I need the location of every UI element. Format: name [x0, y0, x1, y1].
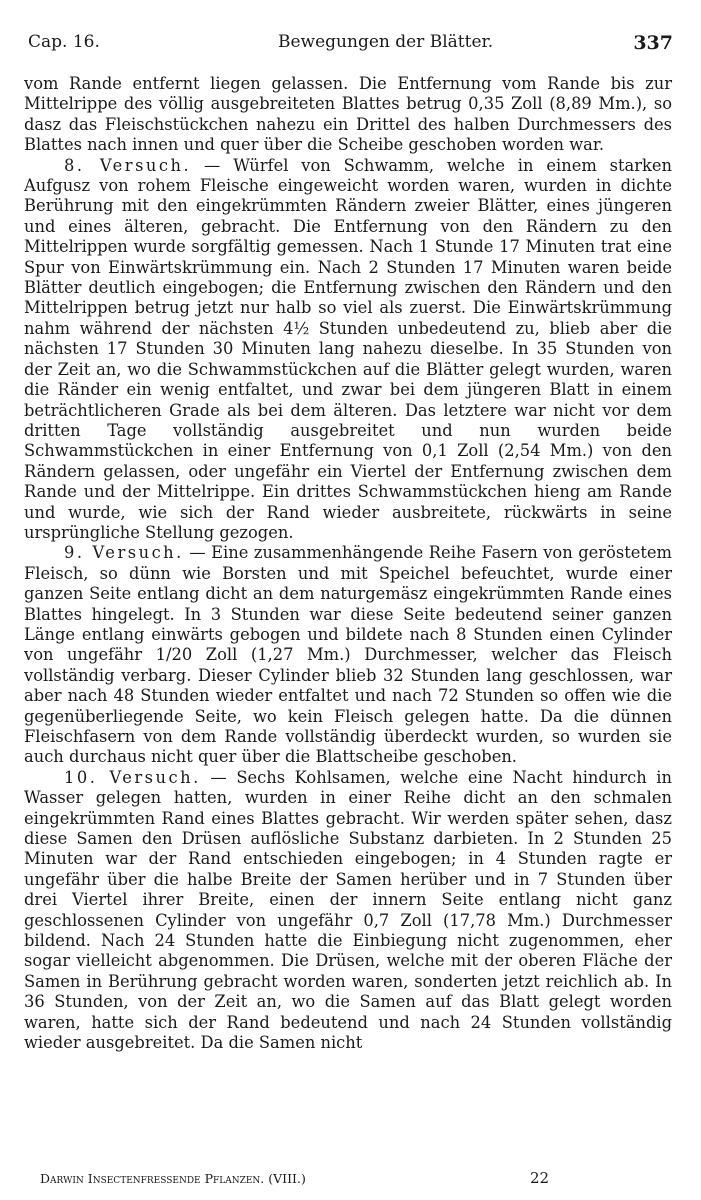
printer-signature: Darwin Insectenfressende Pflanzen. (VIII.)	[40, 1171, 306, 1186]
paragraph-versuch-9	[24, 543, 672, 767]
paragraph-text: vom Rande entfernt liegen gelassen. Die Entfernung vom Rande bis zur Mittelrippe des völlig ausgebreiteten Blattes betrug 0,35 Zoll (8,89 Mm.), so dasz das Fleischstückchen nahezu ein Drittel des halben Durchmessers des Blattes nach innen und quer über die Scheibe geschoben worden war.	[24, 74, 672, 155]
paragraph-continuation	[24, 74, 672, 156]
running-title: Bewegungen der Blätter.	[278, 32, 494, 52]
page-number: 337	[633, 32, 673, 54]
chapter-label: Cap. 16.	[28, 32, 100, 52]
paragraph-text: — Eine zusammenhängende Reihe Fasern von geröstetem Fleisch, so dünn wie Borsten und mit Speichel befeuchtet, wurde einer ganzen Seite entlang dicht an dem naturgemäsz eingekrümmten Rande eines Blattes hingelegt. In 3 Stunden war diese Seite bedeutend seiner ganzen Länge entlang einwärts gebogen und bildete nach 8 Stunden einen Cylinder von ungefähr 1/20 Zoll (1,27 Mm.) Durchmesser, welcher das Fleisch vollständig verbarg. Dieser Cylinder blieb 32 Stunden lang geschlossen, war aber nach 48 Stunden wieder entfaltet und nach 72 Stunden so offen wie die gegenüberliegende Seite, wo kein Fleisch gelegen hatte. Da die dünnen Fleischfasern von dem Rande vollständig überdeckt wurden, so wurden sie auch durchaus nicht quer über die Blattscheibe geschoben.	[24, 543, 672, 767]
paragraph-text: — Würfel von Schwamm, welche in einem starken Aufgusz von rohem Fleische eingeweicht worden waren, wurden in dichte Berührung mit den eingekrümmten Rändern zweier Blätter, eines jüngeren und eines älteren, gebracht. Die Entfernung von den Rändern zu den Mittelrippen wurde sorgfältig gemessen. Nach 1 Stunde 17 Minuten trat eine Spur von Einwärtskrümmung ein. Nach 2 Stunden 17 Minuten waren beide Blätter deutlich eingebogen; die Entfernung zwischen den Rändern und den Mittelrippen betrug jetzt nur halb so viel als zuerst. Die Einwärtskrümmung nahm während der nächsten 4½ Stunden unbedeutend zu, blieb aber die nächsten 17 Stunden 30 Minuten lang nahezu dieselbe. In 35 Stunden von der Zeit an, wo die Schwammstückchen auf die Blätter gelegt wurden, waren die Ränder ein wenig entfaltet, und zwar bei dem jüngeren Blatt in einem beträchtlicheren Grade als bei dem älteren. Das letztere war nicht vor dem dritten Tage vollständig ausgebreitet und nun wurden beide Schwammstückchen in einer Entfernung von 0,1 Zoll (2,54 Mm.) von den Rändern gelassen, oder ungefähr ein Viertel der Entfernung zwischen dem Rande und der Mittelrippe. Ein drittes Schwammstückchen hieng am Rande und wurde, wie sich der Rand wieder ausbreitete, rückwärts in seine ursprüngliche Stellung gezogen.	[24, 155, 672, 542]
running-header	[24, 30, 673, 60]
page-footer	[40, 1170, 660, 1194]
body-text	[24, 74, 672, 1054]
experiment-label: 10. Versuch.	[64, 767, 201, 787]
experiment-label: 9. Versuch.	[64, 543, 184, 563]
experiment-label: 8. Versuch.	[64, 155, 192, 175]
sheet-number: 22	[530, 1169, 550, 1187]
paragraph-versuch-10	[24, 768, 672, 1054]
paragraph-text: — Sechs Kohlsamen, welche eine Nacht hindurch in Wasser gelegen hatten, wurden in einer Reihe dicht an den schmalen eingekrümmten Rand eines Blattes gebracht. Wir werden später sehen, dasz diese Samen den Drüsen auflösliche Substanz darbieten. In 2 Stunden 25 Minuten war der Rand entschieden eingebogen; in 4 Stunden ragte er ungefähr über die halbe Breite der Samen herüber und in 7 Stunden über drei Viertel ihrer Breite, einen der innern Seite entlang nicht ganz geschlossenen Cylinder von ungefähr 0,7 Zoll (17,78 Mm.) Durchmesser bildend. Nach 24 Stunden hatte die Einbiegung nicht zugenommen, eher sogar vielleicht abgenommen. Die Drüsen, welche mit der oberen Fläche der Samen in Berührung gebracht worden waren, sonderten jetzt reichlich ab. In 36 Stunden, von der Zeit an, wo die Samen auf das Blatt gelegt worden waren, hatte sich der Rand bedeutend und nach 24 Stunden vollständig wieder ausgebreitet. Da die Samen nicht	[24, 767, 672, 1053]
paragraph-versuch-8	[24, 156, 672, 544]
